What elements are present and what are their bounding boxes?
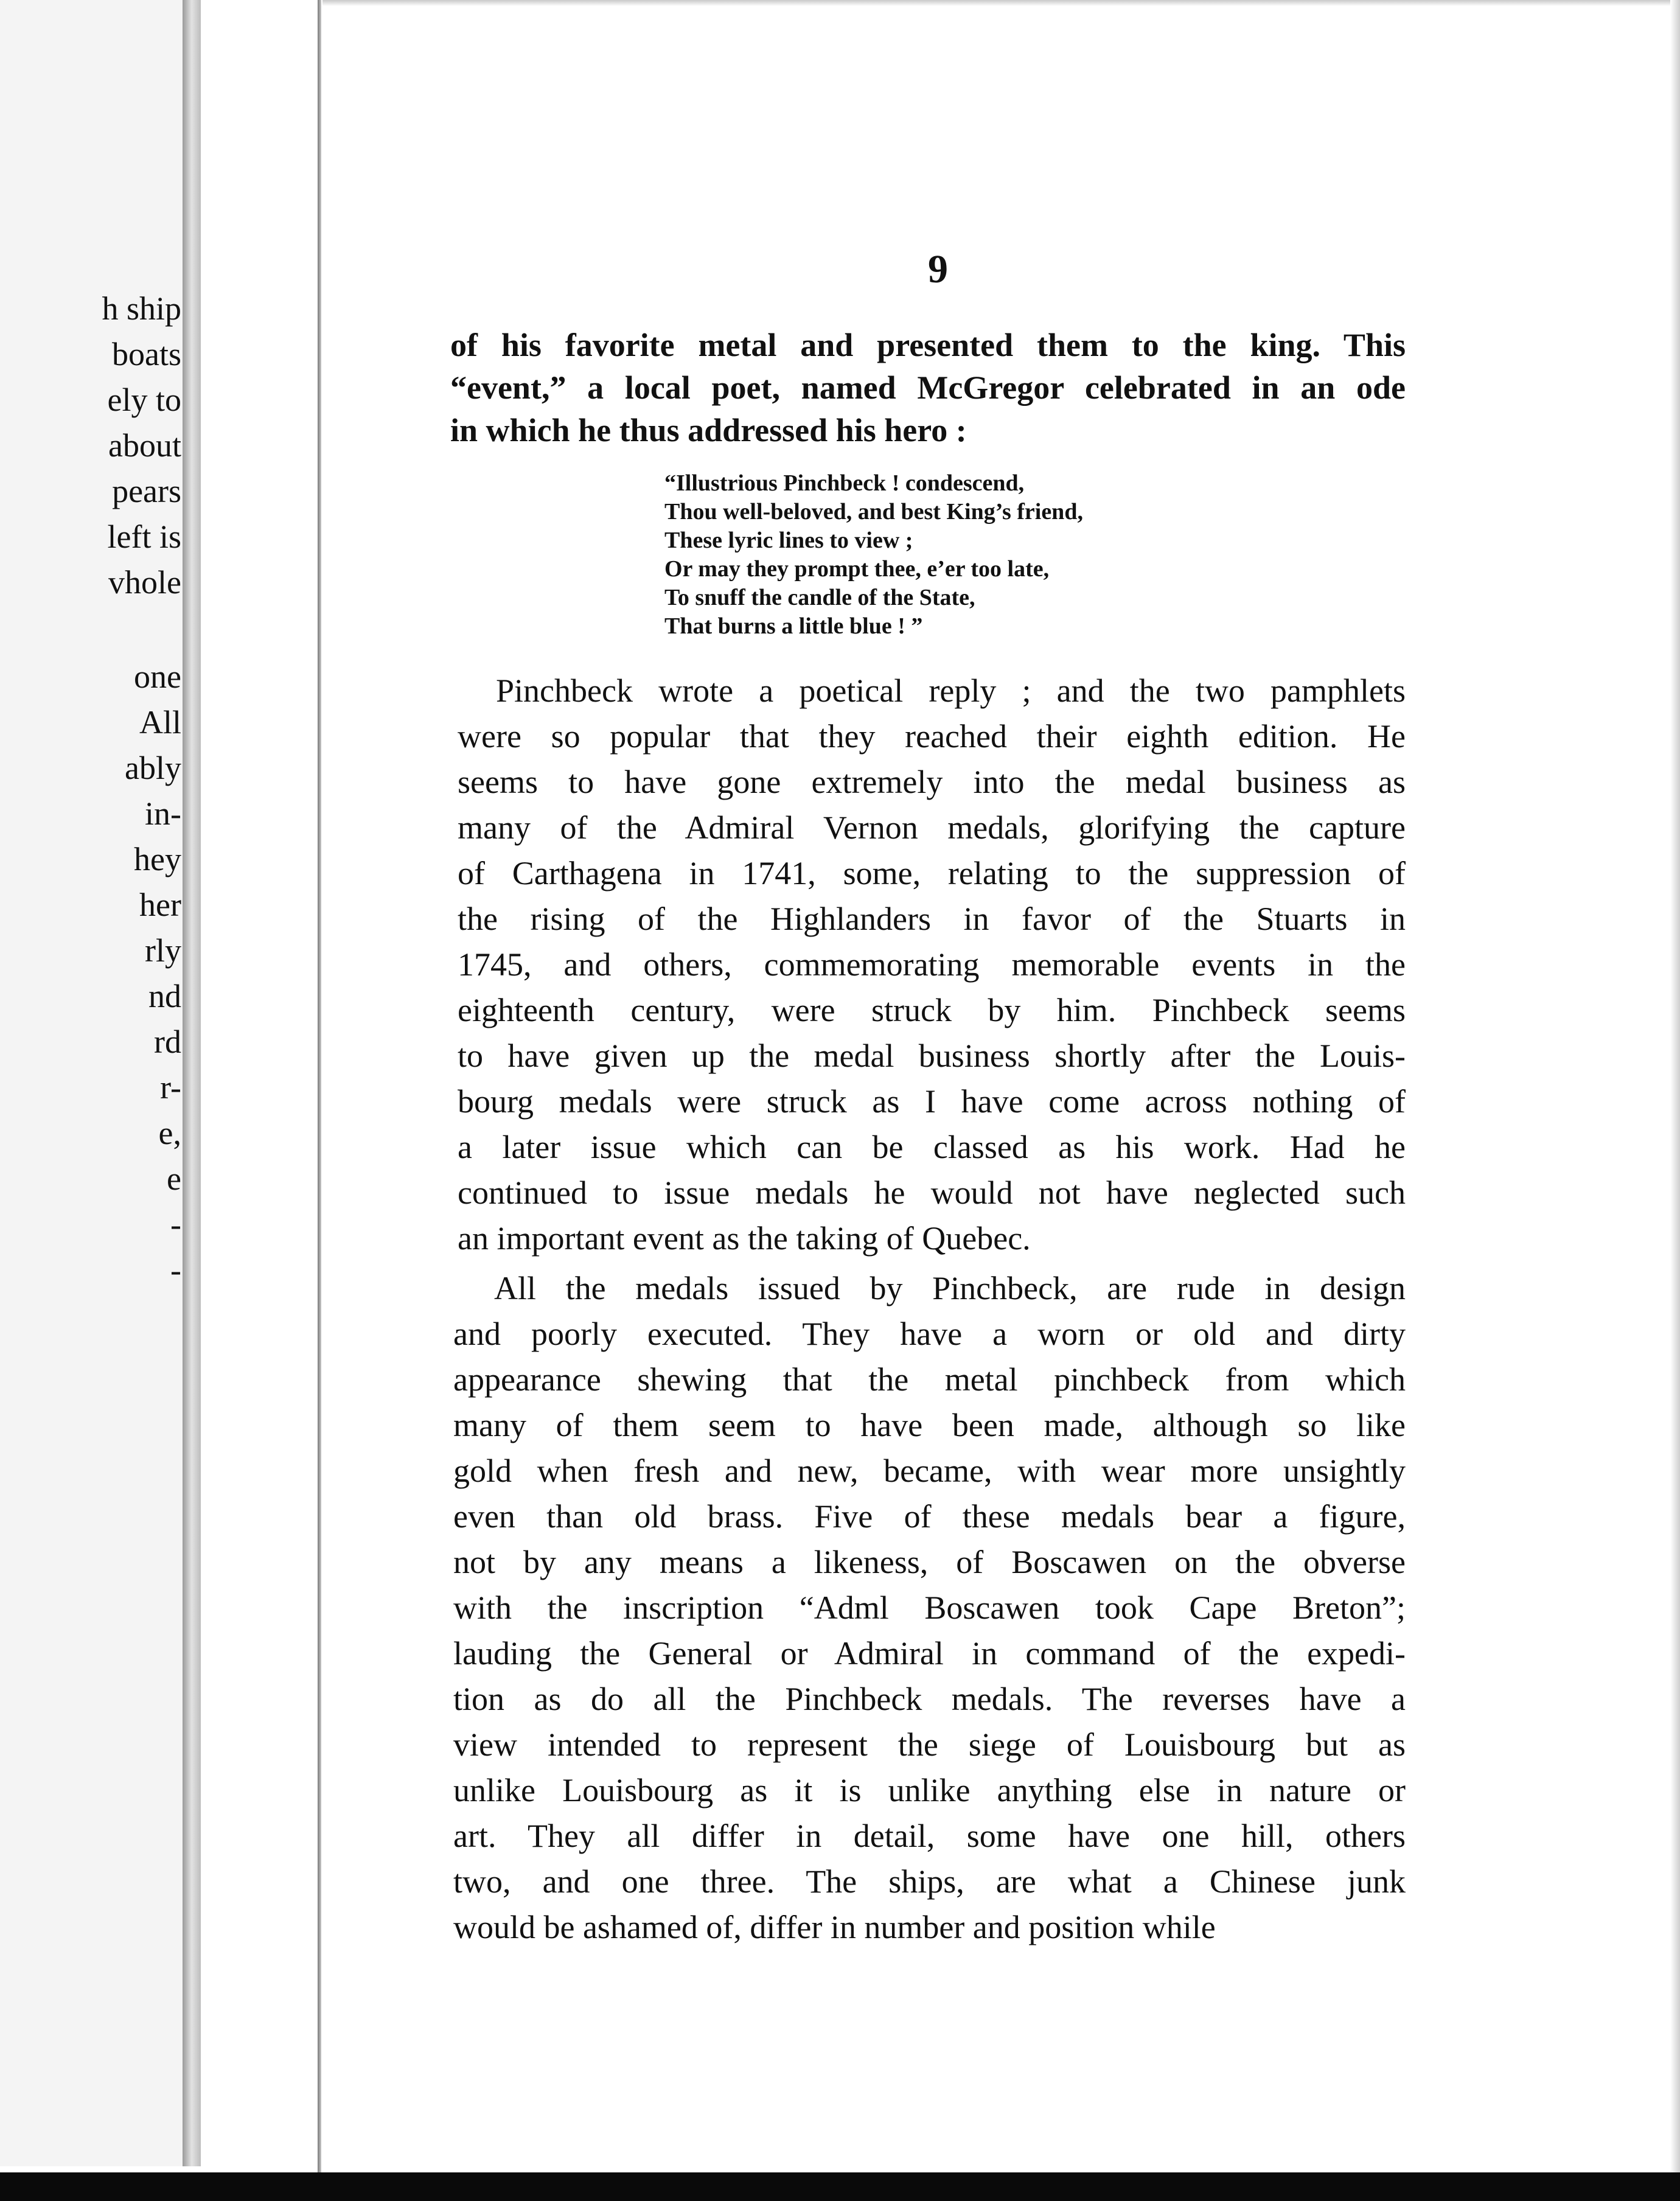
- facing-page-fragment: -: [170, 1206, 181, 1243]
- paragraph-line: with the inscription “Adml Boscawen took Cape Breton”;: [453, 1589, 1406, 1626]
- paragraph-line: not by any means a likeness, of Boscawen on the obverse: [453, 1544, 1406, 1580]
- paragraph-line: many of the Admiral Vernon medals, glorifying the capture: [458, 809, 1406, 846]
- paragraph-line: eighteenth century, were struck by him. Pinchbeck seems: [458, 992, 1406, 1028]
- paragraph-line: 1745, and others, commemorating memorable events in the: [458, 946, 1406, 983]
- paragraph-line: a later issue which can be classed as his work. Had he: [458, 1129, 1406, 1165]
- page-number: 9: [928, 247, 948, 291]
- intro-line: of his favorite metal and presented them to the king. This: [450, 327, 1406, 363]
- paragraph-line: Pinchbeck wrote a poetical reply ; and the two pamphlets: [496, 672, 1406, 709]
- paragraph-line: gold when fresh and new, became, with wear more unsightly: [453, 1453, 1406, 1489]
- paragraph-line: appearance shewing that the metal pinchbeck from which: [453, 1361, 1406, 1398]
- scan-bottom-border: [0, 2172, 1680, 2201]
- paragraph-line: art. They all differ in detail, some have one hill, others: [453, 1818, 1406, 1854]
- facing-page-fragment: boats: [112, 336, 181, 372]
- facing-page-fragment: hey: [134, 841, 181, 877]
- poem-line: To snuff the candle of the State,: [664, 585, 975, 610]
- paragraph-line: of Carthagena in 1741, some, relating to the suppression of: [458, 855, 1406, 891]
- facing-page-fragment: left is: [107, 518, 181, 555]
- facing-page-fragment: ably: [125, 750, 181, 786]
- poem-line: Thou well-beloved, and best King’s friend,: [664, 499, 1083, 525]
- facing-page-fragment: one: [134, 658, 181, 695]
- paragraph-line: many of them seem to have been made, although so like: [453, 1407, 1406, 1443]
- facing-page-fragment: in-: [145, 795, 181, 832]
- poem-line: Or may they prompt thee, e’er too late,: [664, 556, 1050, 582]
- paragraph-line: bourg medals were struck as I have come across nothing of: [458, 1083, 1406, 1120]
- facing-page-fragment: h ship: [102, 290, 181, 327]
- paragraph-line: view intended to represent the siege of Louisbourg but as: [453, 1726, 1406, 1763]
- facing-page-fragment: e: [167, 1160, 181, 1197]
- paragraph-line: even than old brass. Five of these medals bear a figure,: [453, 1498, 1406, 1535]
- paragraph-line: continued to issue medals he would not have neglected such: [458, 1174, 1406, 1211]
- facing-page-fragment: All: [139, 704, 181, 741]
- paragraph-line: two, and one three. The ships, are what a Chinese junk: [453, 1863, 1406, 1900]
- intro-line: in which he thus addressed his hero :: [450, 412, 967, 448]
- paragraph-line: to have given up the medal business shortly after the Louis-: [458, 1038, 1406, 1074]
- facing-page-fragment: -: [170, 1252, 181, 1288]
- paragraph-line: would be ashamed of, differ in number and position while: [453, 1909, 1216, 1945]
- facing-page-fragment: nd: [148, 978, 181, 1014]
- paragraph-line: were so popular that they reached their eighth edition. He: [458, 718, 1406, 755]
- facing-page-fragment: pears: [112, 473, 181, 509]
- paragraph-line: lauding the General or Admiral in command of the expedi-: [453, 1635, 1406, 1672]
- paragraph-line: tion as do all the Pinchbeck medals. The reverses have a: [453, 1681, 1406, 1717]
- paragraph-line: unlike Louisbourg as it is unlike anything else in nature or: [453, 1772, 1406, 1809]
- facing-page-fragment: r-: [160, 1069, 181, 1106]
- page-gutter: [183, 0, 201, 2166]
- intro-line: “event,” a local poet, named McGregor celebrated in an ode: [450, 369, 1406, 406]
- page-top-edge: [322, 0, 1680, 6]
- paragraph-line: All the medals issued by Pinchbeck, are rude in design: [494, 1270, 1406, 1306]
- paragraph-line: the rising of the Highlanders in favor of the Stuarts in: [458, 901, 1406, 937]
- facing-page-fragment: rd: [154, 1024, 181, 1060]
- poem-line: That burns a little blue ! ”: [664, 613, 923, 639]
- facing-page-fragment: vhole: [108, 564, 181, 601]
- page-right-edge: [1670, 0, 1680, 2172]
- paragraph-line: and poorly executed. They have a worn or old and dirty: [453, 1316, 1406, 1352]
- poem-line: “Illustrious Pinchbeck ! condescend,: [664, 470, 1025, 496]
- facing-page-fragment: about: [108, 427, 181, 464]
- facing-page-fragment: ely to: [107, 382, 181, 418]
- paragraph-line: an important event as the taking of Quebec.: [458, 1220, 1031, 1257]
- facing-page-fragment: her: [139, 887, 181, 923]
- paragraph-line: seems to have gone extremely into the medal business as: [458, 764, 1406, 800]
- facing-page-fragment: e,: [158, 1115, 181, 1151]
- facing-page: [0, 0, 189, 2166]
- poem-line: These lyric lines to view ;: [664, 528, 913, 553]
- binding-edge: [318, 0, 321, 2172]
- facing-page-fragment: rly: [145, 932, 181, 969]
